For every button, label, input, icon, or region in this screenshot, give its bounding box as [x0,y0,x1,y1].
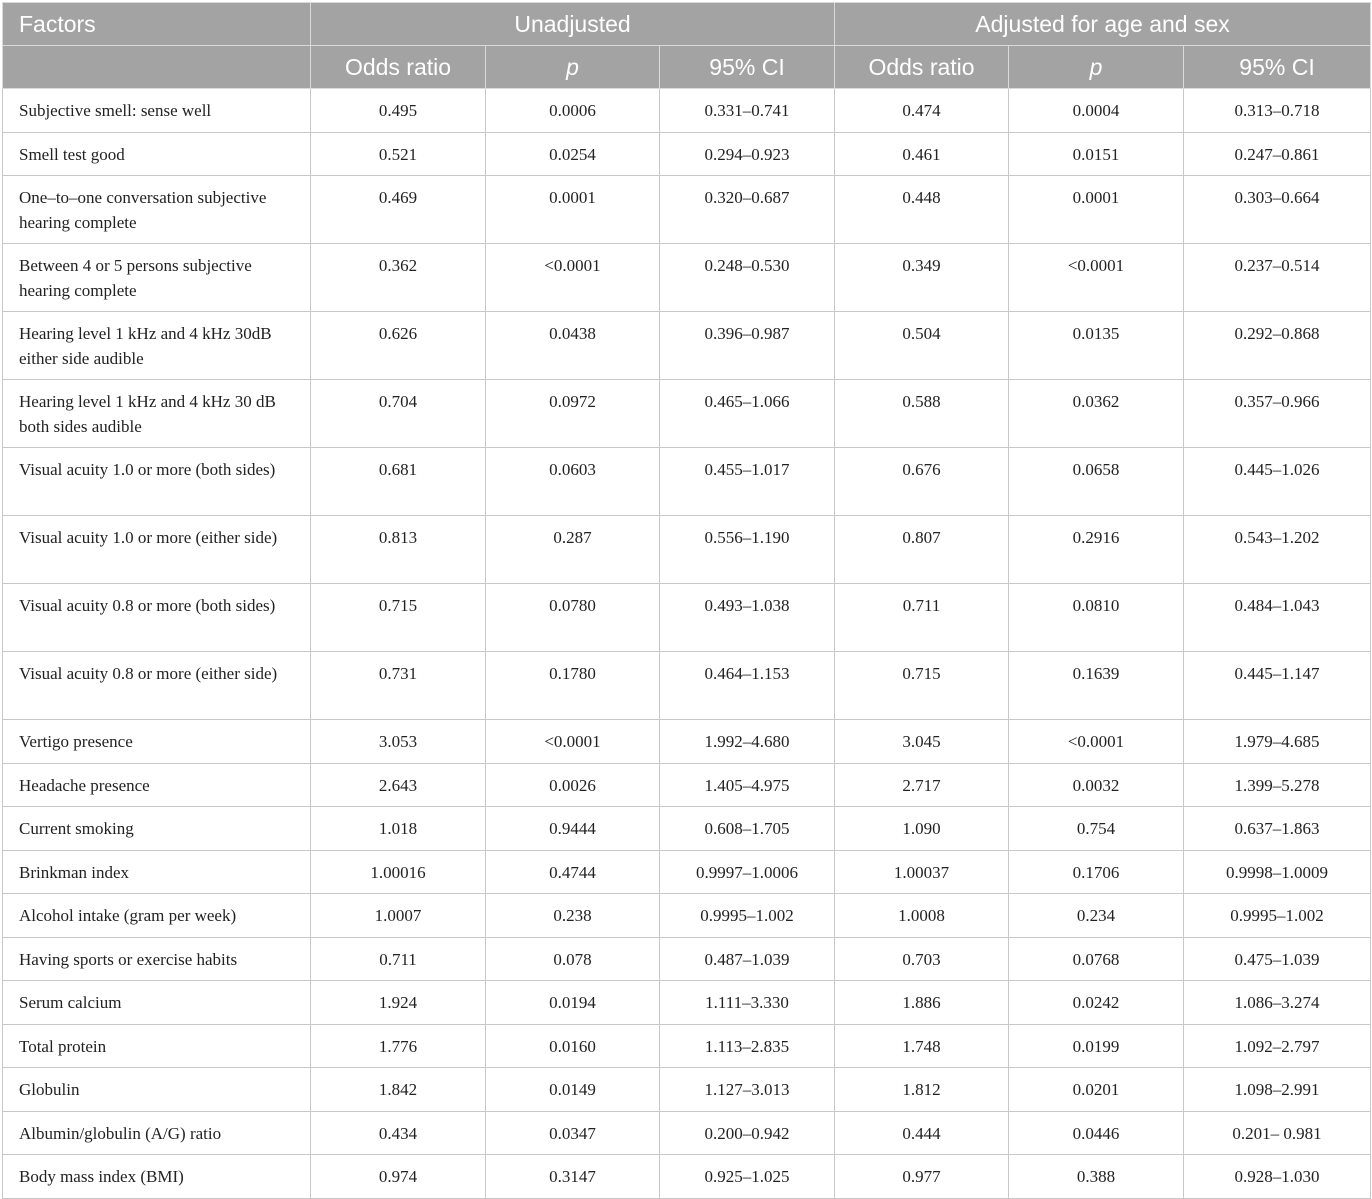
ci-adjusted-cell: 0.475–1.039 [1184,937,1371,981]
ci-unadjusted-cell: 1.111–3.330 [660,981,835,1025]
odds-ratio-unadjusted-cell: 0.731 [311,652,486,720]
p-adjusted-cell: 0.0242 [1009,981,1184,1025]
p-adjusted-cell: 0.0004 [1009,89,1184,133]
ci-unadjusted-cell: 0.493–1.038 [660,584,835,652]
odds-ratio-unadjusted-cell: 0.469 [311,176,486,244]
p-unadjusted-cell: 0.3147 [486,1155,660,1199]
p-unadjusted-cell: <0.0001 [486,720,660,764]
factor-cell: Headache presence [3,763,311,807]
ci-adjusted-cell: 1.979–4.685 [1184,720,1371,764]
p-unadjusted-cell: 0.0603 [486,448,660,516]
p-unadjusted-cell: 0.0149 [486,1068,660,1112]
odds-ratio-unadjusted-cell: 0.704 [311,380,486,448]
table-row [3,937,1371,981]
factor-cell: Brinkman index [3,850,311,894]
p-unadjusted-cell: 0.0026 [486,763,660,807]
ci-adjusted-cell: 0.201– 0.981 [1184,1111,1371,1155]
ci-unadjusted-cell: 0.487–1.039 [660,937,835,981]
factor-cell: Visual acuity 0.8 or more (both sides) [3,584,311,652]
p-adjusted-cell: 0.2916 [1009,516,1184,584]
p-unadjusted-cell: 0.1780 [486,652,660,720]
table-row [3,1111,1371,1155]
p-adjusted-cell: 0.1639 [1009,652,1184,720]
header-factors: Factors [3,3,311,46]
factor-cell: Between 4 or 5 persons subjective hearing complete [3,244,311,312]
p-adjusted-cell: 0.0658 [1009,448,1184,516]
factor-cell: Visual acuity 1.0 or more (both sides) [3,448,311,516]
factor-cell: Total protein [3,1024,311,1068]
ci-adjusted-cell: 0.313–0.718 [1184,89,1371,133]
table-row [3,763,1371,807]
odds-ratio-unadjusted-cell: 1.0007 [311,894,486,938]
odds-ratio-adjusted-cell: 2.717 [835,763,1009,807]
odds-ratio-unadjusted-cell: 0.495 [311,89,486,133]
p-unadjusted-cell: 0.078 [486,937,660,981]
odds-ratio-unadjusted-cell: 0.813 [311,516,486,584]
factor-cell: Body mass index (BMI) [3,1155,311,1199]
ci-adjusted-cell: 0.9998–1.0009 [1184,850,1371,894]
odds-ratio-adjusted-cell: 0.711 [835,584,1009,652]
odds-ratio-unadjusted-cell: 1.00016 [311,850,486,894]
p-unadjusted-cell: 0.287 [486,516,660,584]
table-row [3,807,1371,851]
odds-ratio-adjusted-cell: 1.090 [835,807,1009,851]
header-p-adjusted: p [1009,46,1184,89]
table-row [3,448,1371,516]
header-ci-adjusted: 95% CI [1184,46,1371,89]
p-unadjusted-cell: 0.0160 [486,1024,660,1068]
odds-ratio-unadjusted-cell: 0.626 [311,312,486,380]
p-adjusted-cell: 0.0446 [1009,1111,1184,1155]
table-row [3,312,1371,380]
odds-ratio-unadjusted-cell: 1.842 [311,1068,486,1112]
factor-cell: Visual acuity 1.0 or more (either side) [3,516,311,584]
ci-adjusted-cell: 0.445–1.026 [1184,448,1371,516]
table-row [3,132,1371,176]
odds-ratio-adjusted-cell: 1.812 [835,1068,1009,1112]
ci-unadjusted-cell: 0.556–1.190 [660,516,835,584]
ci-unadjusted-cell: 0.200–0.942 [660,1111,835,1155]
factor-cell: One–to–one conversation subjective hearing complete [3,176,311,244]
p-adjusted-cell: 0.0362 [1009,380,1184,448]
p-unadjusted-cell: 0.0006 [486,89,660,133]
odds-ratio-adjusted-cell: 1.886 [835,981,1009,1025]
ci-adjusted-cell: 0.928–1.030 [1184,1155,1371,1199]
ci-unadjusted-cell: 0.294–0.923 [660,132,835,176]
ci-unadjusted-cell: 0.396–0.987 [660,312,835,380]
ci-adjusted-cell: 0.9995–1.002 [1184,894,1371,938]
odds-ratio-unadjusted-cell: 1.924 [311,981,486,1025]
p-unadjusted-cell: 0.4744 [486,850,660,894]
table-header [3,3,1371,89]
table-row [3,652,1371,720]
table-row [3,380,1371,448]
table-row [3,1024,1371,1068]
ci-unadjusted-cell: 0.9997–1.0006 [660,850,835,894]
ci-adjusted-cell: 1.092–2.797 [1184,1024,1371,1068]
ci-adjusted-cell: 0.237–0.514 [1184,244,1371,312]
factor-cell: Hearing level 1 kHz and 4 kHz 30 dB both sides audible [3,380,311,448]
factor-cell: Albumin/globulin (A/G) ratio [3,1111,311,1155]
p-unadjusted-cell: 0.0347 [486,1111,660,1155]
odds-ratio-unadjusted-cell: 2.643 [311,763,486,807]
p-adjusted-cell: <0.0001 [1009,244,1184,312]
factor-cell: Having sports or exercise habits [3,937,311,981]
ci-unadjusted-cell: 1.113–2.835 [660,1024,835,1068]
p-unadjusted-cell: 0.0001 [486,176,660,244]
factor-cell: Subjective smell: sense well [3,89,311,133]
ci-unadjusted-cell: 1.405–4.975 [660,763,835,807]
odds-ratio-adjusted-cell: 1.00037 [835,850,1009,894]
p-unadjusted-cell: <0.0001 [486,244,660,312]
factor-cell: Hearing level 1 kHz and 4 kHz 30dB either side audible [3,312,311,380]
odds-ratio-adjusted-cell: 3.045 [835,720,1009,764]
odds-ratio-unadjusted-cell: 0.974 [311,1155,486,1199]
odds-ratio-adjusted-cell: 0.504 [835,312,1009,380]
p-adjusted-cell: 0.0199 [1009,1024,1184,1068]
odds-ratio-adjusted-cell: 0.461 [835,132,1009,176]
ci-unadjusted-cell: 0.464–1.153 [660,652,835,720]
header-adjusted: Adjusted for age and sex [835,3,1371,46]
ci-adjusted-cell: 1.399–5.278 [1184,763,1371,807]
ci-unadjusted-cell: 0.465–1.066 [660,380,835,448]
header-row-groups [3,3,1371,46]
ci-adjusted-cell: 1.098–2.991 [1184,1068,1371,1112]
p-unadjusted-cell: 0.0254 [486,132,660,176]
ci-adjusted-cell: 0.357–0.966 [1184,380,1371,448]
p-adjusted-cell: <0.0001 [1009,720,1184,764]
odds-ratio-adjusted-cell: 0.588 [835,380,1009,448]
ci-adjusted-cell: 0.292–0.868 [1184,312,1371,380]
odds-ratio-adjusted-cell: 0.444 [835,1111,1009,1155]
table-row [3,516,1371,584]
odds-ratio-adjusted-cell: 0.448 [835,176,1009,244]
odds-ratio-adjusted-cell: 0.807 [835,516,1009,584]
ci-adjusted-cell: 1.086–3.274 [1184,981,1371,1025]
p-adjusted-cell: 0.0151 [1009,132,1184,176]
ci-adjusted-cell: 0.247–0.861 [1184,132,1371,176]
ci-adjusted-cell: 0.445–1.147 [1184,652,1371,720]
ci-unadjusted-cell: 0.331–0.741 [660,89,835,133]
p-adjusted-cell: 0.754 [1009,807,1184,851]
odds-ratio-unadjusted-cell: 0.711 [311,937,486,981]
header-odds-ratio-adjusted: Odds ratio [835,46,1009,89]
odds-ratio-unadjusted-cell: 0.681 [311,448,486,516]
factor-cell: Globulin [3,1068,311,1112]
odds-ratio-unadjusted-cell: 0.362 [311,244,486,312]
header-ci-unadjusted: 95% CI [660,46,835,89]
ci-adjusted-cell: 0.303–0.664 [1184,176,1371,244]
odds-ratio-adjusted-cell: 1.748 [835,1024,1009,1068]
ci-adjusted-cell: 0.484–1.043 [1184,584,1371,652]
p-adjusted-cell: 0.0135 [1009,312,1184,380]
table-row [3,176,1371,244]
factor-cell: Alcohol intake (gram per week) [3,894,311,938]
odds-ratio-unadjusted-cell: 3.053 [311,720,486,764]
ci-unadjusted-cell: 1.992–4.680 [660,720,835,764]
ci-unadjusted-cell: 0.9995–1.002 [660,894,835,938]
ci-unadjusted-cell: 0.455–1.017 [660,448,835,516]
table-row [3,850,1371,894]
factor-cell: Visual acuity 0.8 or more (either side) [3,652,311,720]
table-row [3,584,1371,652]
table-row [3,1068,1371,1112]
odds-ratio-unadjusted-cell: 0.715 [311,584,486,652]
p-adjusted-cell: 0.0768 [1009,937,1184,981]
factor-cell: Smell test good [3,132,311,176]
odds-ratio-adjusted-cell: 0.676 [835,448,1009,516]
header-unadjusted: Unadjusted [311,3,835,46]
odds-ratio-adjusted-cell: 0.703 [835,937,1009,981]
odds-ratio-unadjusted-cell: 1.018 [311,807,486,851]
ci-adjusted-cell: 0.543–1.202 [1184,516,1371,584]
ci-unadjusted-cell: 0.248–0.530 [660,244,835,312]
odds-ratio-adjusted-cell: 1.0008 [835,894,1009,938]
odds-ratio-unadjusted-cell: 1.776 [311,1024,486,1068]
odds-ratio-adjusted-cell: 0.349 [835,244,1009,312]
table-body [3,89,1371,1199]
header-row-columns [3,46,1371,89]
ci-unadjusted-cell: 0.320–0.687 [660,176,835,244]
table-row [3,244,1371,312]
odds-ratio-adjusted-cell: 0.715 [835,652,1009,720]
p-unadjusted-cell: 0.0194 [486,981,660,1025]
table-row [3,89,1371,133]
p-unadjusted-cell: 0.238 [486,894,660,938]
odds-ratio-table [2,2,1371,1199]
factor-cell: Vertigo presence [3,720,311,764]
p-adjusted-cell: 0.0810 [1009,584,1184,652]
header-odds-ratio-unadjusted: Odds ratio [311,46,486,89]
odds-ratio-unadjusted-cell: 0.434 [311,1111,486,1155]
ci-adjusted-cell: 0.637–1.863 [1184,807,1371,851]
factor-cell: Serum calcium [3,981,311,1025]
odds-ratio-unadjusted-cell: 0.521 [311,132,486,176]
p-unadjusted-cell: 0.0438 [486,312,660,380]
p-unadjusted-cell: 0.0780 [486,584,660,652]
ci-unadjusted-cell: 0.925–1.025 [660,1155,835,1199]
odds-ratio-adjusted-cell: 0.977 [835,1155,1009,1199]
ci-unadjusted-cell: 0.608–1.705 [660,807,835,851]
p-unadjusted-cell: 0.9444 [486,807,660,851]
p-adjusted-cell: 0.1706 [1009,850,1184,894]
factor-cell: Current smoking [3,807,311,851]
ci-unadjusted-cell: 1.127–3.013 [660,1068,835,1112]
table-row [3,981,1371,1025]
p-adjusted-cell: 0.234 [1009,894,1184,938]
p-adjusted-cell: 0.388 [1009,1155,1184,1199]
table-row [3,720,1371,764]
header-blank [3,46,311,89]
table-row [3,894,1371,938]
odds-ratio-adjusted-cell: 0.474 [835,89,1009,133]
p-adjusted-cell: 0.0201 [1009,1068,1184,1112]
p-unadjusted-cell: 0.0972 [486,380,660,448]
header-p-unadjusted: p [486,46,660,89]
p-adjusted-cell: 0.0001 [1009,176,1184,244]
table-row [3,1155,1371,1199]
p-adjusted-cell: 0.0032 [1009,763,1184,807]
